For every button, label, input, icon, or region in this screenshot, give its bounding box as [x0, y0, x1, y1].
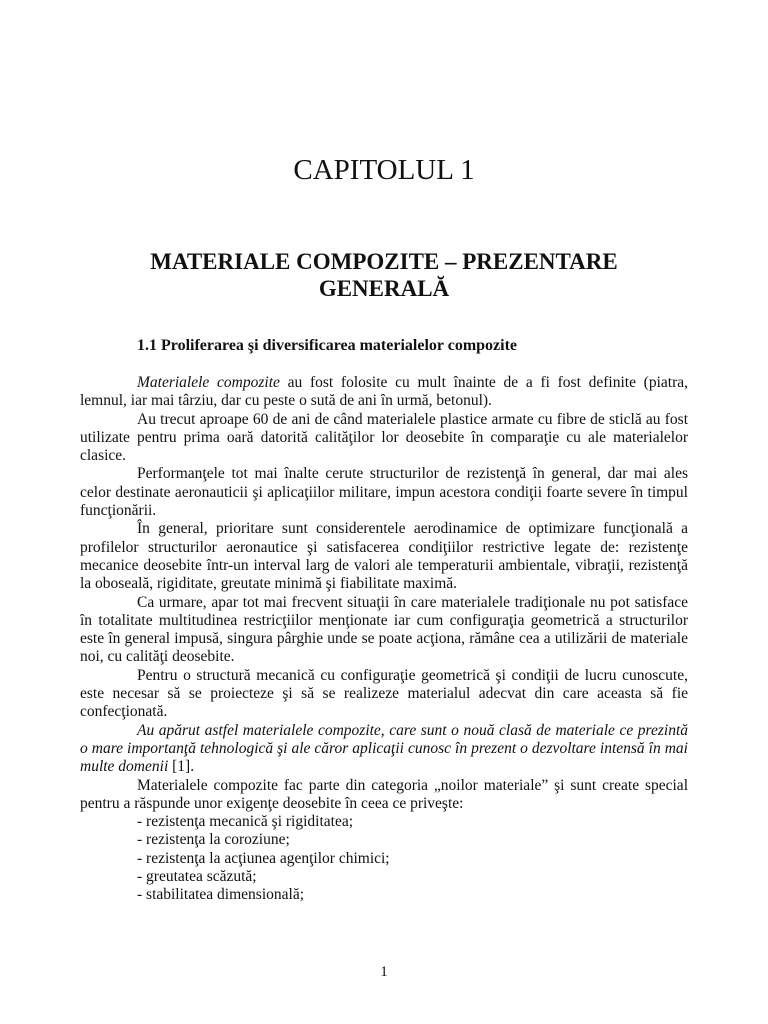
paragraph-1-rest: au fost folosite cu mult înainte de a fi fost definite (piatra, lemnul, iar mai târziu, dar cu peste o sută de ani în urmă, betonul).	[80, 374, 688, 410]
paragraph-5: Ca urmare, apar tot mai frecvent situaţii în care materialele tradiţionale nu pot satisface în totalitate multitudinea restricţiilor menţionate iar cum configuraţia geometrică a structurilor este în general impusă, singura pârghie unde se poate acţiona, rămâne cea a utilizării de materiale noi, cu calităţi deosebite.	[80, 593, 688, 666]
list-item: - rezistenţa mecanică şi rigiditatea;	[137, 813, 354, 831]
list-item: - rezistenţa la coroziune;	[137, 831, 290, 849]
paragraph-7-italic: Au apărut astfel materialele compozite, care sunt o nouă clasă de materiale ce prezintă o mare importanţă tehnologică şi ale căror aplicaţii cunosc în prezent o dezvoltare intensă în mai multe domenii	[80, 721, 688, 776]
paragraph-1	[80, 374, 688, 411]
chapter-subtitle: MATERIALE COMPOZITE – PREZENTARE GENERALĂ	[150, 249, 618, 301]
paragraph-2: Au trecut aproape 60 de ani de când materialele plastice armate cu fibre de sticlă au fost utilizate pentru prima oară datorită calităţilor lor deosebite în comparaţie cu ale materialelor clasice.	[80, 410, 688, 465]
paragraph-6: Pentru o structură mecanică cu configuraţie geometrică şi condiţii de lucru cunoscute, este necesar să se proiecteze şi să se realizeze materialul adecvat din care aceasta să fie confecţionată.	[80, 666, 688, 721]
section-heading: 1.1 Proliferarea şi diversificarea materialelor compozite	[137, 337, 518, 354]
requirements-list	[80, 813, 688, 904]
list-item: - greutatea scăzută;	[137, 868, 257, 886]
list-item: - rezistenţa la acţiunea agenţilor chimici;	[137, 849, 390, 867]
page-number: 1	[380, 964, 388, 980]
paragraph-4: În general, prioritare sunt considerentele aerodinamice de optimizare funcţională a profilelor structurilor aeronautice şi satisfacerea condiţiilor restrictive legate de: rezistenţe mecanice deosebite într-un interval larg de valori ale temperaturii ambientale, vibraţii, rezistenţă la oboseală, rigiditate, greutate minimă şi fiabilitate maximă.	[80, 520, 688, 593]
list-item: - stabilitatea dimensională;	[137, 886, 305, 904]
paragraph-3: Performanţele tot mai înalte cerute structurilor de rezistenţă în general, dar mai ales celor destinate aeronauticii şi aplicaţiilor militare, impun acestora condiţii foarte severe în timpul funcţionării.	[80, 465, 688, 520]
citation: [1].	[168, 758, 195, 776]
body-text	[80, 374, 688, 905]
chapter-title: CAPITOLUL 1	[293, 154, 475, 186]
paragraph-1-italic-lead: Materialele compozite	[137, 374, 280, 391]
paragraph-8: Materialele compozite fac parte din categoria „noilor materiale” şi sunt create special pentru a răspunde unor exigenţe deosebite în ceea ce priveşte:	[80, 776, 688, 812]
paragraph-7	[80, 722, 688, 777]
